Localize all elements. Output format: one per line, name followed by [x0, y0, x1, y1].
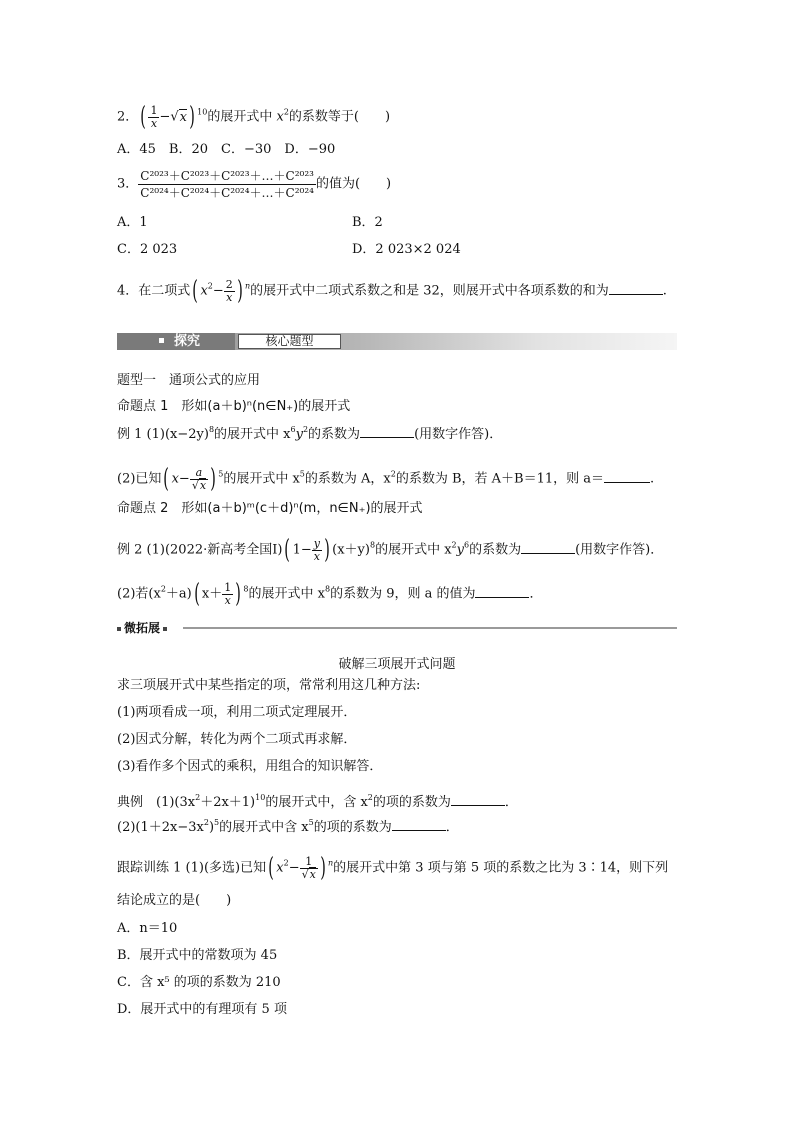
text: (用数字作答)． [414, 427, 503, 442]
fraction-denominator: x [150, 116, 158, 130]
text: ＋a) [165, 586, 192, 602]
paren-right: ) [320, 853, 326, 883]
fraction [222, 582, 233, 607]
text: 的展开式中第 3 项与第 5 项的系数之比为 3∶14，则下列 [333, 860, 669, 876]
text: 的展开式中，含 x [265, 795, 368, 810]
exponent: 8 [208, 425, 215, 434]
exponent: 5 [299, 469, 305, 479]
exponent: 2 [390, 469, 396, 479]
example-1-part-2 [117, 466, 654, 492]
text: 4．在二项式 [117, 283, 191, 299]
text: 典例 (1)(3x [117, 795, 196, 810]
type-heading: 题型一 通项公式的应用 [117, 373, 261, 388]
fraction-numerator: C²⁰²³＋C²⁰²³＋C²⁰²³＋…＋C²⁰²³ [140, 169, 314, 183]
text: (2)(1＋2x−3x [117, 820, 204, 835]
answer-blank[interactable] [609, 294, 663, 295]
paren-left: ( [268, 853, 274, 883]
text: (x＋y) [332, 542, 370, 558]
fraction-denominator: x [313, 549, 320, 563]
text: 例 1 (1)(x−2y) [117, 427, 209, 442]
exponent: 2 [451, 540, 457, 550]
answer-blank[interactable] [392, 830, 446, 831]
square-bullet-icon [163, 627, 167, 631]
variable: y [295, 427, 303, 442]
text: 的系数等于( ) [288, 109, 391, 125]
text: ． [445, 820, 459, 835]
extension-bar [117, 621, 677, 635]
tracking-option-b: B．展开式中的常数项为 45 [117, 948, 278, 963]
extension-label-text: 微拓展 [124, 621, 161, 635]
exponent: 2 [283, 858, 289, 868]
exponent: 2 [203, 818, 209, 827]
text: 例 2 (1)(2022·新高考全国Ⅰ) [117, 542, 283, 558]
variable: x [171, 471, 179, 487]
question-2: 2．( $\frac{1}{x}$ −√x) $^{10}$的展开式中 $x^2$的系数等于( ) [117, 102, 391, 132]
fraction [224, 279, 235, 304]
fraction-denominator: C²⁰²⁴＋C²⁰²⁴＋C²⁰²⁴＋…＋C²⁰²⁴ [140, 186, 314, 200]
method-2: (2)因式分解，转化为两个二项式再求解． [117, 732, 357, 747]
example-2-part-2 [117, 581, 543, 607]
exponent: n [328, 858, 334, 868]
text: 的展开式中 x [375, 542, 452, 558]
typical-example-2 [117, 819, 459, 837]
tracking-option-a: A．n＝10 [117, 921, 178, 936]
fraction-numerator: a [190, 467, 208, 480]
tracking-exercise-cont: 结论成立的是( ) [117, 893, 232, 908]
question-number: 2． [117, 109, 139, 125]
text: 的系数为 A，x [304, 471, 391, 487]
paren-right: ) [189, 102, 195, 132]
example-2-part-1 [117, 537, 663, 563]
fraction-numerator: y [313, 536, 320, 550]
answer-blank[interactable] [360, 437, 414, 438]
fraction [138, 168, 316, 201]
paren-right: ) [235, 579, 242, 609]
text: 的展开式中 [207, 109, 273, 125]
paren-left: ( [140, 102, 147, 132]
point-1-heading: 命题点 1 形如(a＋b)ⁿ(n∈N₊)的展开式 [117, 399, 351, 414]
banner-left [117, 333, 235, 350]
question-3-option-d: D．2 023×2 024 [352, 242, 461, 257]
tracking-option-d: D．展开式中的有理项有 5 项 [117, 1002, 287, 1017]
fraction [312, 538, 322, 563]
paren-right: ) [237, 276, 243, 306]
text: . [662, 283, 667, 299]
exponent: 5 [308, 818, 314, 827]
text: 的展开式中二项式系数之和是 32，则展开式中各项系数的和为 [250, 283, 609, 299]
exponent: 2 [367, 793, 373, 802]
exponent: 2 [195, 793, 201, 802]
minus-sign: − [212, 283, 224, 299]
text: 1− [292, 542, 312, 558]
extension-intro: 求三项展开式中某些指定的项，常常利用这几种方法: [117, 678, 421, 693]
paren-left: ( [284, 535, 291, 565]
method-3: (3)看作多个因式的乘积，用组合的知识解答． [117, 759, 383, 774]
tracking-option-c: C．含 x⁵ 的项的系数为 210 [117, 975, 281, 990]
fraction-denominator: x [226, 290, 233, 304]
exponent: n [244, 281, 251, 291]
tracking-exercise [117, 855, 668, 881]
variable: x [276, 860, 284, 876]
banner-right-label: 核心题型 [238, 334, 341, 349]
question-3-option-b: B．2 [352, 215, 383, 230]
exponent: 5 [218, 469, 224, 479]
exponent: 6 [464, 540, 470, 550]
text: ＋2x＋1) [200, 795, 256, 810]
text: ． [529, 586, 543, 602]
text: 的展开式中含 x [219, 820, 309, 835]
square-bullet-icon [117, 627, 121, 631]
text: (2)已知 [117, 471, 162, 487]
extension-label [117, 621, 170, 635]
text: 的系数为 B，若 A＋B＝11，则 a＝ [395, 471, 605, 487]
minus-sign: − [178, 471, 190, 487]
exponent: 2 [160, 584, 166, 594]
fraction-numerator: 1 [150, 103, 158, 117]
exponent: 8 [324, 584, 331, 594]
section-banner [117, 333, 677, 350]
exponent: 6 [290, 425, 296, 434]
paren-left: ( [192, 276, 199, 306]
paren-left: ( [163, 464, 170, 494]
example-1-part-1 [117, 426, 502, 444]
variable: x [200, 283, 208, 299]
exponent: 2 [207, 281, 213, 291]
fraction-denominator: √x [191, 478, 207, 492]
fraction-numerator: 2 [225, 277, 233, 291]
text: . [650, 471, 655, 487]
point-2-heading: 命题点 2 形如(a＋b)ᵐ(c＋d)ⁿ(m，n∈N₊)的展开式 [117, 501, 423, 516]
text: 的项的系数为 [372, 795, 451, 810]
question-3 [117, 168, 391, 201]
divider [183, 627, 677, 629]
text: (用数字作答)． [575, 542, 664, 558]
answer-blank[interactable] [475, 597, 529, 598]
extension-title: 破解三项展开式问题 [338, 657, 456, 672]
text: ． [504, 795, 518, 810]
question-4 [117, 278, 667, 304]
text: x＋ [201, 586, 223, 602]
answer-blank[interactable] [604, 482, 650, 483]
paren-right: ) [324, 535, 330, 565]
method-1: (1)两项看成一项，利用二项式定理展开． [117, 705, 357, 720]
question-3-option-a: A．1 [117, 215, 148, 230]
fraction [148, 105, 159, 130]
exponent: 5 [214, 818, 220, 827]
exponent: 2 [302, 425, 309, 434]
text: 的展开式中 x [223, 471, 300, 487]
variable: y [456, 542, 464, 558]
text: 的系数为 [469, 542, 522, 558]
fraction-numerator: 1 [224, 580, 232, 594]
question-3-option-c: C．2 023 [117, 242, 178, 257]
typical-example-1 [117, 794, 518, 812]
fraction [300, 856, 318, 881]
exponent: 8 [369, 540, 376, 550]
paren-right: ) [210, 464, 216, 494]
exponent: 10 [197, 107, 208, 117]
answer-blank[interactable] [521, 553, 575, 554]
question-number: 3． [117, 176, 139, 192]
answer-blank[interactable] [451, 805, 505, 806]
text: 的项的系数为 [313, 820, 392, 835]
sqrt-radicand: x [179, 109, 187, 125]
question-2-options: A．45 B．20 C．−30 D．−90 [117, 142, 336, 157]
minus-sign: − [159, 109, 171, 125]
banner-left-label: 探究 [174, 334, 201, 349]
square-bullet-icon [159, 338, 164, 343]
text: (2)若(x [117, 586, 161, 602]
text: 的展开式中 x [214, 427, 291, 442]
text: 的值为( ) [315, 176, 392, 192]
fraction-denominator: x [224, 593, 231, 607]
fraction [190, 467, 208, 492]
exponent: 10 [255, 793, 266, 802]
text: 的系数为 9，则 a 的值为 [330, 586, 476, 602]
fraction-denominator: √x [301, 867, 316, 881]
text: 跟踪训练 1 (1)(多选)已知 [117, 860, 267, 876]
text: 的展开式中 x [248, 586, 325, 602]
text: ) [208, 820, 215, 835]
exponent: 8 [243, 584, 249, 594]
exponent: 2 [283, 107, 289, 117]
fraction-numerator: 1 [300, 856, 318, 869]
variable: x [276, 109, 284, 125]
text: 的系数为 [308, 427, 361, 442]
paren-left: ( [194, 579, 200, 609]
minus-sign: − [288, 860, 300, 876]
